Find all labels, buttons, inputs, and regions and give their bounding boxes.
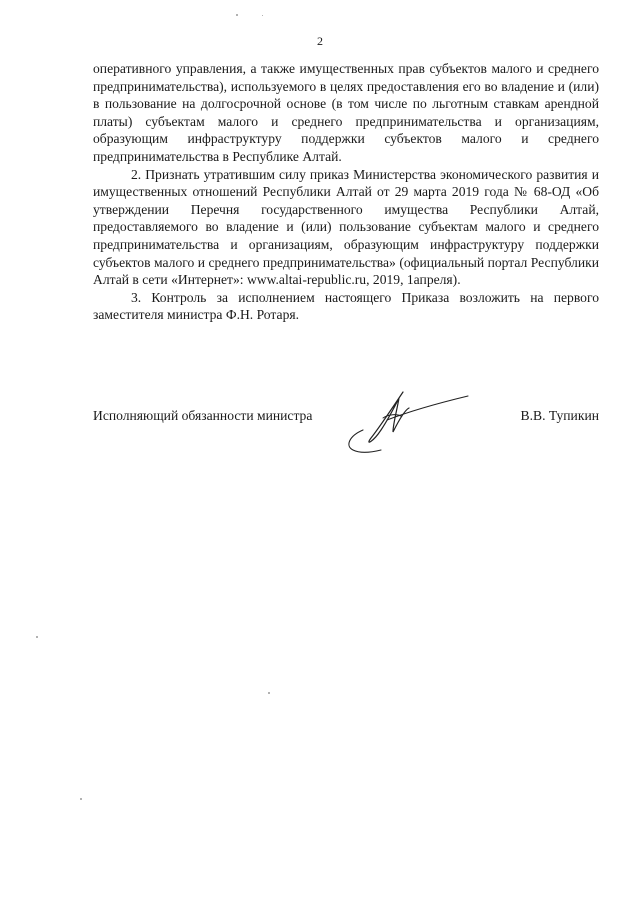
scan-speck — [262, 15, 263, 16]
page-number: 2 — [317, 34, 323, 48]
paragraph-2: 2. Признать утратившим силу приказ Министерства экономического развития и имущественных отношений Республики Алтай от 29 марта 2019 года № 68-ОД «Об утверждении Перечня государственного имущества Республики Алтай, предоставляемого во владение и (или) пользование субъектам малого и среднего предпринимательства и организациям, образующим инфраструктуру поддержки субъектов малого и среднего предпринимательства» (официальный портал Республики Алтай в сети «Интернет»: www.altai-republic.ru, 2019, 1апреля). — [93, 166, 599, 288]
scan-speck — [80, 798, 82, 800]
signer-title: Исполняющий обязанности министра — [93, 408, 313, 423]
scan-speck — [36, 636, 38, 638]
scan-speck — [268, 692, 270, 694]
document-body — [93, 60, 599, 324]
paragraph-1-continuation: оперативного управления, а также имущественных прав субъектов малого и среднего предпринимательства), используемого в целях предоставления его во владение и (или) в пользование на долгосрочной основе (в том числе по льготным ставкам арендной платы) субъектам малого и среднего предпринимательства и организациям, образующим инфраструктуру поддержки субъектов малого и среднего предпринимательства в Республике Алтай. — [93, 61, 599, 164]
paragraph-3: 3. Контроль за исполнением настоящего Приказа возложить на первого заместителя министра Ф.Н. Ротаря. — [93, 289, 599, 323]
signer-name: В.В. Тупикин — [520, 408, 599, 423]
scan-speck — [236, 14, 238, 16]
handwritten-signature — [343, 380, 473, 465]
signature-block — [93, 380, 599, 470]
